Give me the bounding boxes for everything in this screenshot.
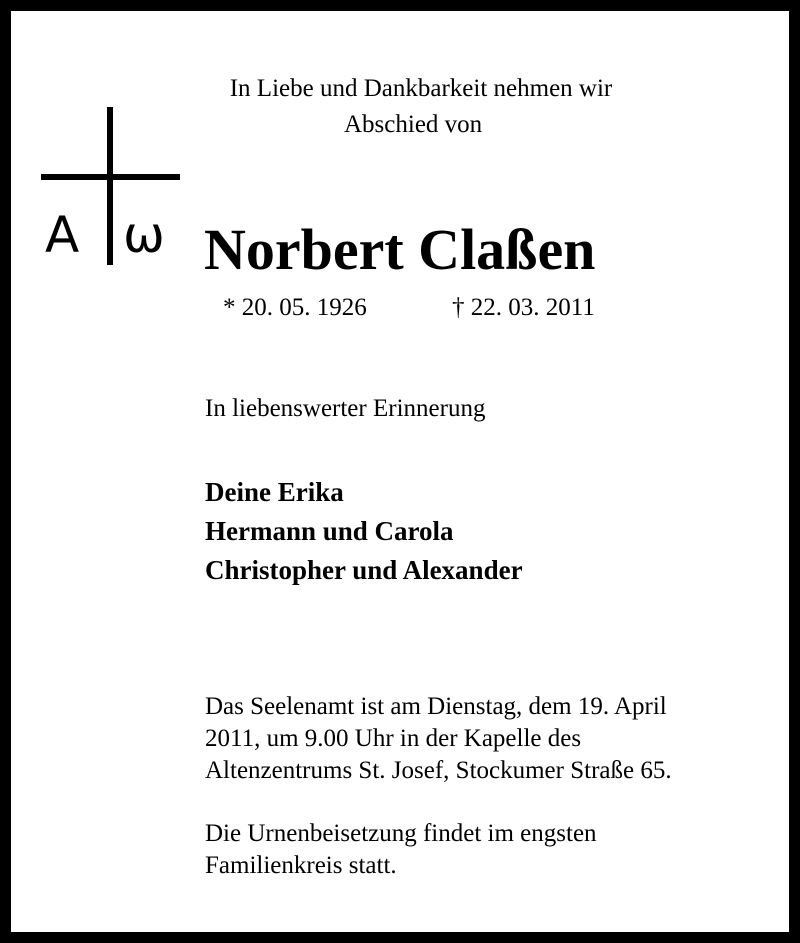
cross-horizontal-bar: [41, 174, 180, 180]
mourner-1: Deine Erika: [205, 477, 344, 507]
deceased-name: Norbert Claßen: [204, 217, 596, 282]
burial-line-1: Die Urnenbeisetzung findet im engsten: [205, 820, 597, 847]
memory-line: In liebenswerter Erinnerung: [205, 395, 486, 422]
service-line-1: Das Seelenamt ist am Dienstag, dem 19. April: [205, 693, 667, 720]
burial-line-2: Familienkreis statt.: [205, 852, 397, 879]
birth-date: * 20. 05. 1926: [223, 294, 367, 321]
mourner-2: Hermann und Carola: [205, 516, 454, 546]
alpha-icon: A: [45, 206, 80, 264]
service-line-2: 2011, um 9.00 Uhr in der Kapelle des: [205, 725, 582, 752]
mourner-3: Christopher und Alexander: [205, 555, 523, 585]
intro-line-1: In Liebe und Dankbarkeit nehmen wir: [229, 75, 613, 102]
intro-line-2: Abschied von: [344, 111, 483, 138]
service-line-3: Altenzentrums St. Josef, Stockumer Straße 65.: [205, 757, 672, 784]
cross-vertical-bar: [107, 107, 113, 265]
omega-icon: ω: [123, 206, 165, 264]
death-date: † 22. 03. 2011: [452, 294, 595, 321]
